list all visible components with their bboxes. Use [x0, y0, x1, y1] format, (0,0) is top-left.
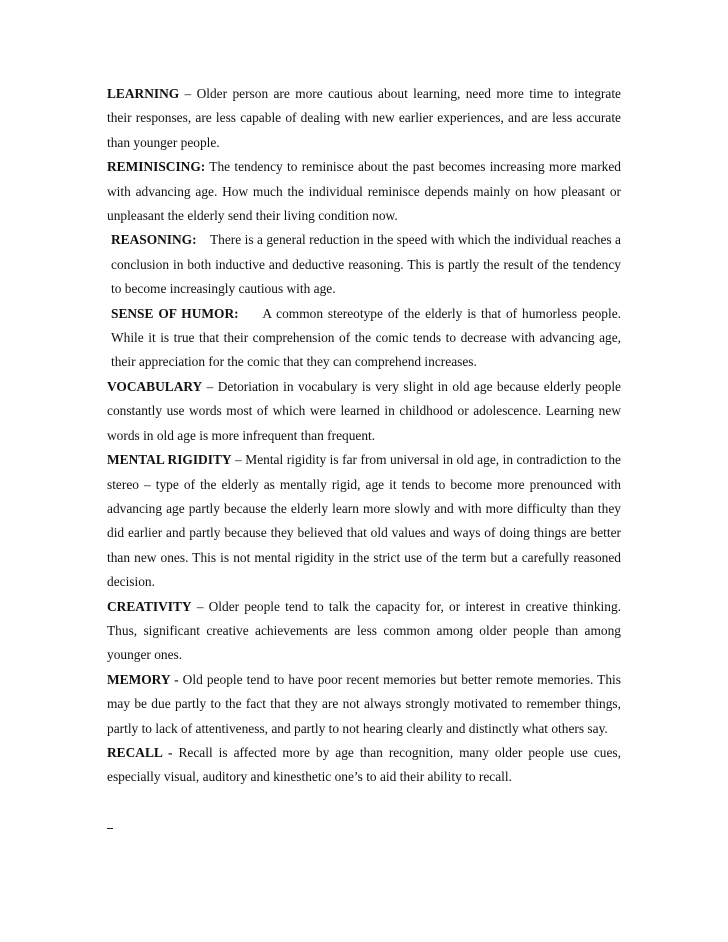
- paragraph-text: Detoriation in vocabulary is very slight in old age because elderly people constantly use words most of which were learned in childhood or adolescence. Learning new words in old age is more infrequent than frequent.: [107, 378, 621, 443]
- paragraph-text: Mental rigidity is far from universal in old age, in contradiction to the stereo – type of the elderly as mentally rigid, age it tends to become more prenounced with advancing age partly because the elderly learn more slowly and with more difficulty than they did earlier and partly because they believed that old values and ways of doing things are better than new ones. This is not mental rigidity in the strict use of the term but a carefully reasoned decision.: [107, 452, 621, 590]
- paragraph-learning: [107, 82, 621, 155]
- term-heading: CREATIVITY: [107, 598, 192, 614]
- term-separator: –: [191, 598, 209, 614]
- paragraph-text: Older people tend to talk the capacity for, or interest in creative thinking. Thus, significant creative achievements are less common among older people than among younger ones.: [107, 598, 622, 663]
- paragraph-text: There is a general reduction in the speed with which the individual reaches a conclusion in both inductive and deductive reasoning. This is partly the result of the tendency to become increasingly cautious with age.: [111, 232, 621, 297]
- term-separator: –: [231, 452, 246, 468]
- paragraph-memory: [107, 668, 621, 741]
- paragraph-reasoning: [107, 228, 621, 301]
- paragraph-text: Older person are more cautious about learning, need more time to integrate their responses, are less capable of dealing with new earlier experiences, and are less accurate than younger people.: [107, 86, 622, 150]
- term-heading: RECALL -: [107, 744, 173, 760]
- trailing-underscore-mark: [107, 828, 113, 829]
- term-heading: MENTAL RIGIDITY: [107, 452, 232, 468]
- paragraph-text: A common stereotype of the elderly is that of humorless people. While it is true that their comprehension of the comic tends to decrease with advancing age, their appreciation for the comic that they can comprehend increases.: [111, 305, 622, 370]
- term-separator: [197, 232, 210, 247]
- paragraph-text: Old people tend to have poor recent memories but better remote memories. This may be due partly to the fact that they are not always strongly motivated to remember things, partly to lack of attentiveness, and partly to not hearing clearly and distinctly what others say.: [107, 671, 621, 736]
- term-heading: LEARNING: [107, 86, 180, 101]
- paragraph-text: Recall is affected more by age than recognition, many older people use cues, especially visual, auditory and kinesthetic one’s to aid their ability to recall.: [107, 744, 621, 785]
- paragraph-vocabulary: [107, 375, 621, 448]
- term-separator: –: [202, 378, 218, 394]
- document-body: [107, 82, 621, 790]
- term-separator: –: [179, 86, 197, 101]
- term-heading: MEMORY -: [107, 671, 179, 687]
- paragraph-reminiscing: [107, 155, 621, 228]
- term-heading: SENSE OF HUMOR:: [111, 305, 239, 321]
- paragraph-text: The tendency to reminisce about the past becomes increasing more marked with advancing age. How much the individual reminisce depends mainly on how pleasant or unpleasant the elderly send their living condition now.: [107, 159, 621, 224]
- term-heading: REMINISCING:: [107, 159, 206, 175]
- paragraph-recall: [107, 741, 621, 790]
- paragraph-sense-of-humor: [107, 302, 621, 375]
- term-heading: VOCABULARY: [107, 378, 203, 394]
- term-heading: REASONING:: [111, 232, 197, 248]
- paragraph-mental-rigidity: [107, 448, 621, 594]
- term-separator: [239, 306, 263, 321]
- paragraph-creativity: [107, 595, 621, 668]
